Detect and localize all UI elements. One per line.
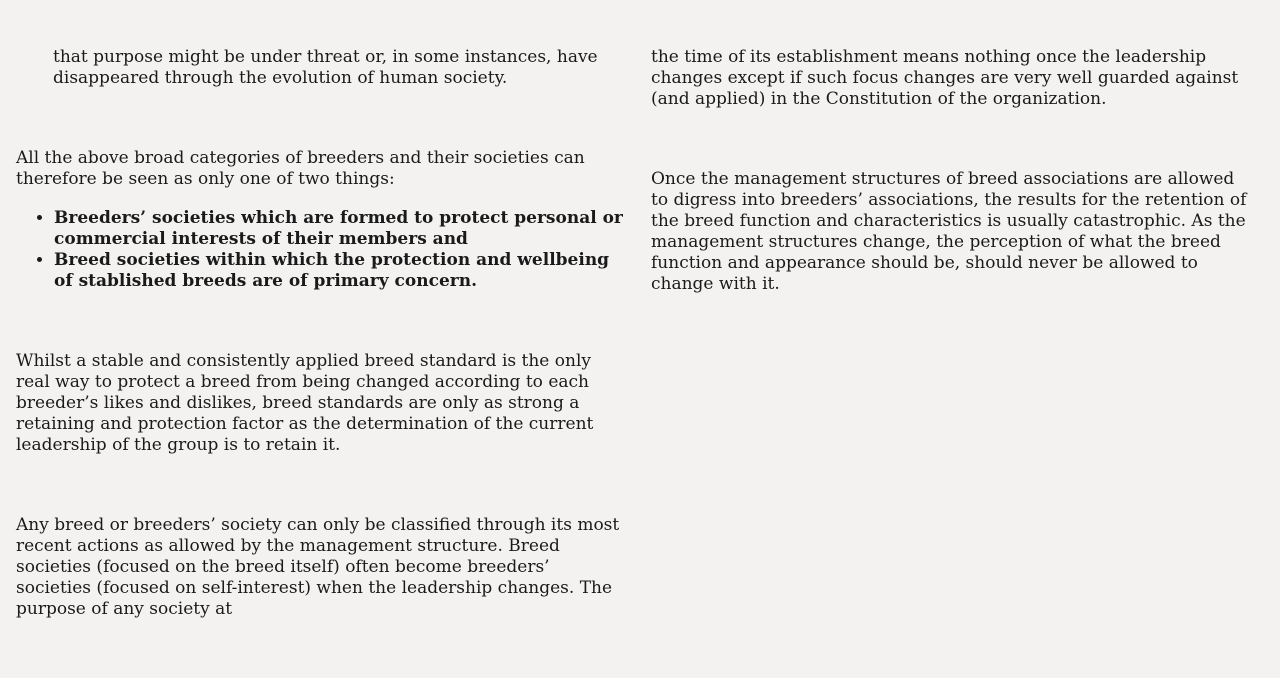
classification-paragraph: Any breed or breeders’ society can only be classified through its most recent actions as allowed by the management structure. Breed societies (focused on the breed itself) often become breeders’ societies (focused on self-interest) when the leadership changes. The purpose of any society at [16,515,620,619]
breed-standard-paragraph: Whilst a stable and consistently applied breed standard is the only real way to protect a breed from being changed according to each breeder’s likes and dislikes, breed standards are only as strong a retaining and protection factor as the determination of the current leadership of the group is to retain it. [16,351,594,455]
management-structures-paragraph: Once the management structures of breed associations are allowed to digress into breeders’ associations, the results for the retention of the breed function and characteristics is usually catastrophic. As the management structures change, the perception of what the breed function and appearance should be, should never be allowed to change with it. [651,169,1247,294]
list-item: • Breeders’ societies which are formed to protect personal or commercial interests of their members and [54,208,630,250]
list-item: • Breed societies within which the protection and wellbeing of stablished breeds are of primary concern. [54,250,630,292]
society-types-list [16,208,630,292]
continuation-paragraph-left: that purpose might be under threat or, in some instances, have disappeared through the evolution of human society. [53,47,598,88]
categories-intro-paragraph: All the above broad categories of breeders and their societies can therefore be seen as only one of two things: [16,148,585,189]
continuation-paragraph-right: the time of its establishment means nothing once the leadership changes except if such focus changes are very well guarded against (and applied) in the Constitution of the organization. [651,47,1239,109]
